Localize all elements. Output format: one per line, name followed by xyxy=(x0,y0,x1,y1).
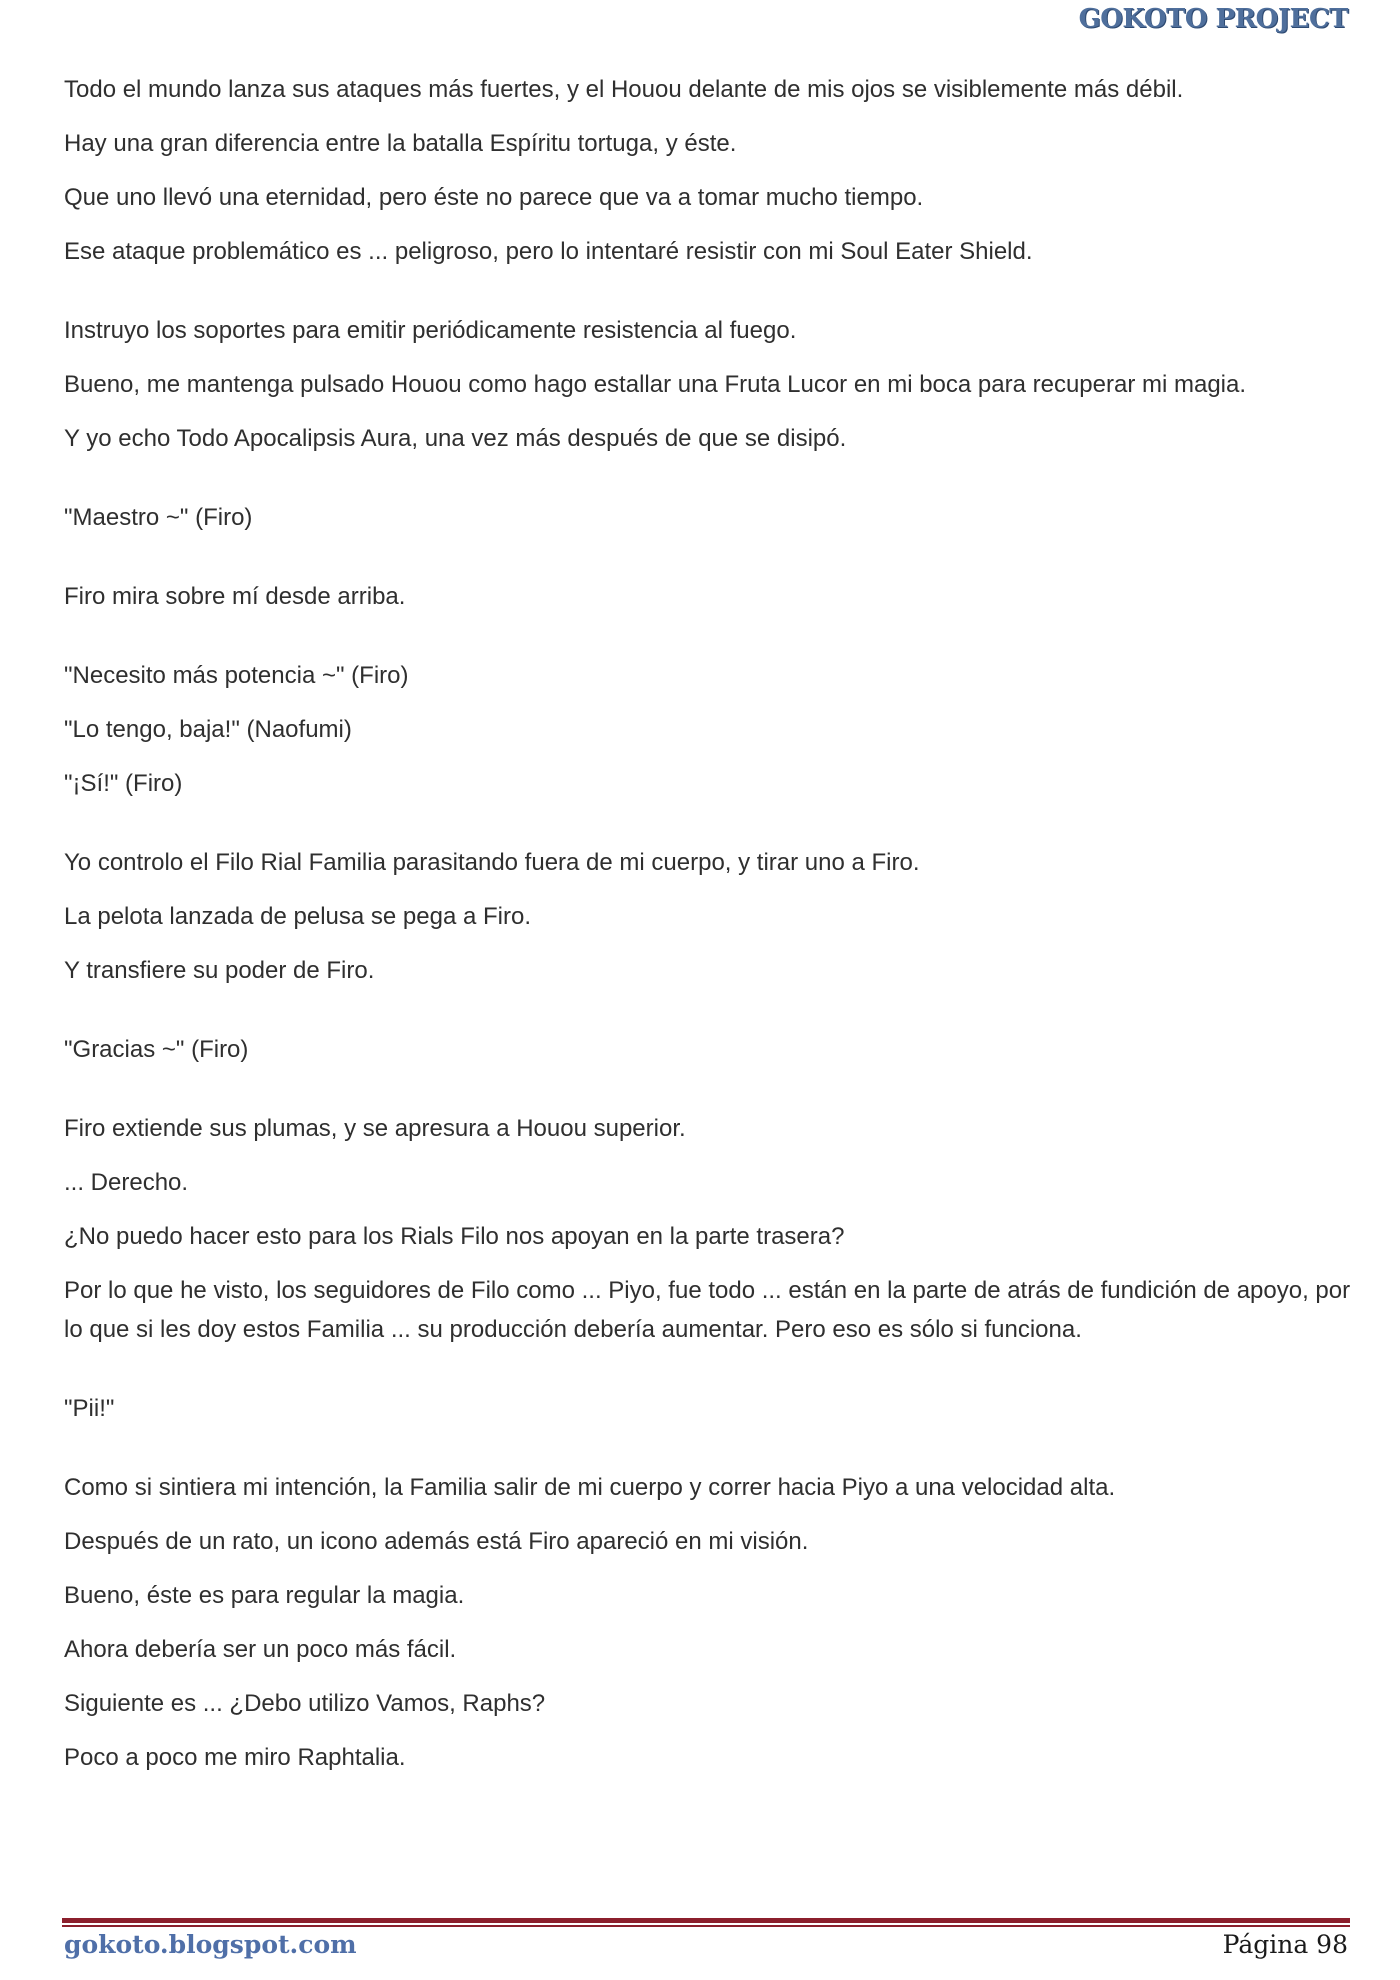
footer-site-link[interactable]: gokoto.blogspot.com xyxy=(64,1930,357,1959)
paragraph: Firo mira sobre mí desde arriba. xyxy=(64,583,406,610)
paragraph: Bueno, éste es para regular la magia. xyxy=(64,1582,465,1609)
paragraph: Que uno llevó una eternidad, pero éste no parece que va a tomar mucho tiempo. xyxy=(64,184,924,211)
paragraph: ... Derecho. xyxy=(64,1169,189,1196)
paragraph: Y yo echo Todo Apocalipsis Aura, una vez más después de que se disipó. xyxy=(64,425,847,452)
paragraph: Por lo que he visto, los seguidores de Filo como ... Piyo, fue todo ... están en la parte de atrás de fundición de apoyo, por lo que si les doy estos Familia ... su producción debería aumentar. Pero eso es sólo si funciona. xyxy=(64,1277,1351,1343)
paragraph: "Necesito más potencia ~" (Firo) xyxy=(64,662,409,689)
paragraph: Hay una gran diferencia entre la batalla Espíritu tortuga, y éste. xyxy=(64,130,737,157)
paragraph: ¿No puedo hacer esto para los Rials Filo nos apoyan en la parte trasera? xyxy=(64,1223,845,1250)
paragraph: "Lo tengo, baja!" (Naofumi) xyxy=(64,716,352,743)
paragraph: Yo controlo el Filo Rial Familia parasitando fuera de mi cuerpo, y tirar uno a Firo. xyxy=(64,849,920,876)
paragraph: Todo el mundo lanza sus ataques más fuertes, y el Houou delante de mis ojos se visiblemente más débil. xyxy=(64,76,1184,103)
paragraph: Ahora debería ser un poco más fácil. xyxy=(64,1636,457,1663)
paragraph: Después de un rato, un icono además está Firo apareció en mi visión. xyxy=(64,1528,809,1555)
paragraph: Bueno, me mantenga pulsado Houou como hago estallar una Fruta Lucor en mi boca para recuperar mi magia. xyxy=(64,371,1247,398)
paragraph: Instruyo los soportes para emitir periódicamente resistencia al fuego. xyxy=(64,317,797,344)
body-text xyxy=(64,70,1354,1792)
paragraph: Firo extiende sus plumas, y se apresura a Houou superior. xyxy=(64,1115,686,1142)
paragraph: Siguiente es ... ¿Debo utilizo Vamos, Raphs? xyxy=(64,1690,546,1717)
paragraph: "Pii!" xyxy=(64,1395,115,1422)
footer-divider-thin xyxy=(62,1925,1350,1927)
paragraph: "¡Sí!" (Firo) xyxy=(64,770,183,797)
header-brand: GOKOTO PROJECT xyxy=(1078,4,1348,34)
footer-divider xyxy=(62,1918,1350,1923)
page-number: Página 98 xyxy=(1222,1930,1348,1959)
paragraph: "Gracias ~" (Firo) xyxy=(64,1036,249,1063)
paragraph: "Maestro ~" (Firo) xyxy=(64,504,253,531)
paragraph: Y transfiere su poder de Firo. xyxy=(64,957,375,984)
paragraph: La pelota lanzada de pelusa se pega a Firo. xyxy=(64,903,532,930)
paragraph: Como si sintiera mi intención, la Familia salir de mi cuerpo y correr hacia Piyo a una velocidad alta. xyxy=(64,1474,1116,1501)
paragraph: Poco a poco me miro Raphtalia. xyxy=(64,1744,406,1771)
paragraph: Ese ataque problemático es ... peligroso, pero lo intentaré resistir con mi Soul Eater Shield. xyxy=(64,238,1033,265)
